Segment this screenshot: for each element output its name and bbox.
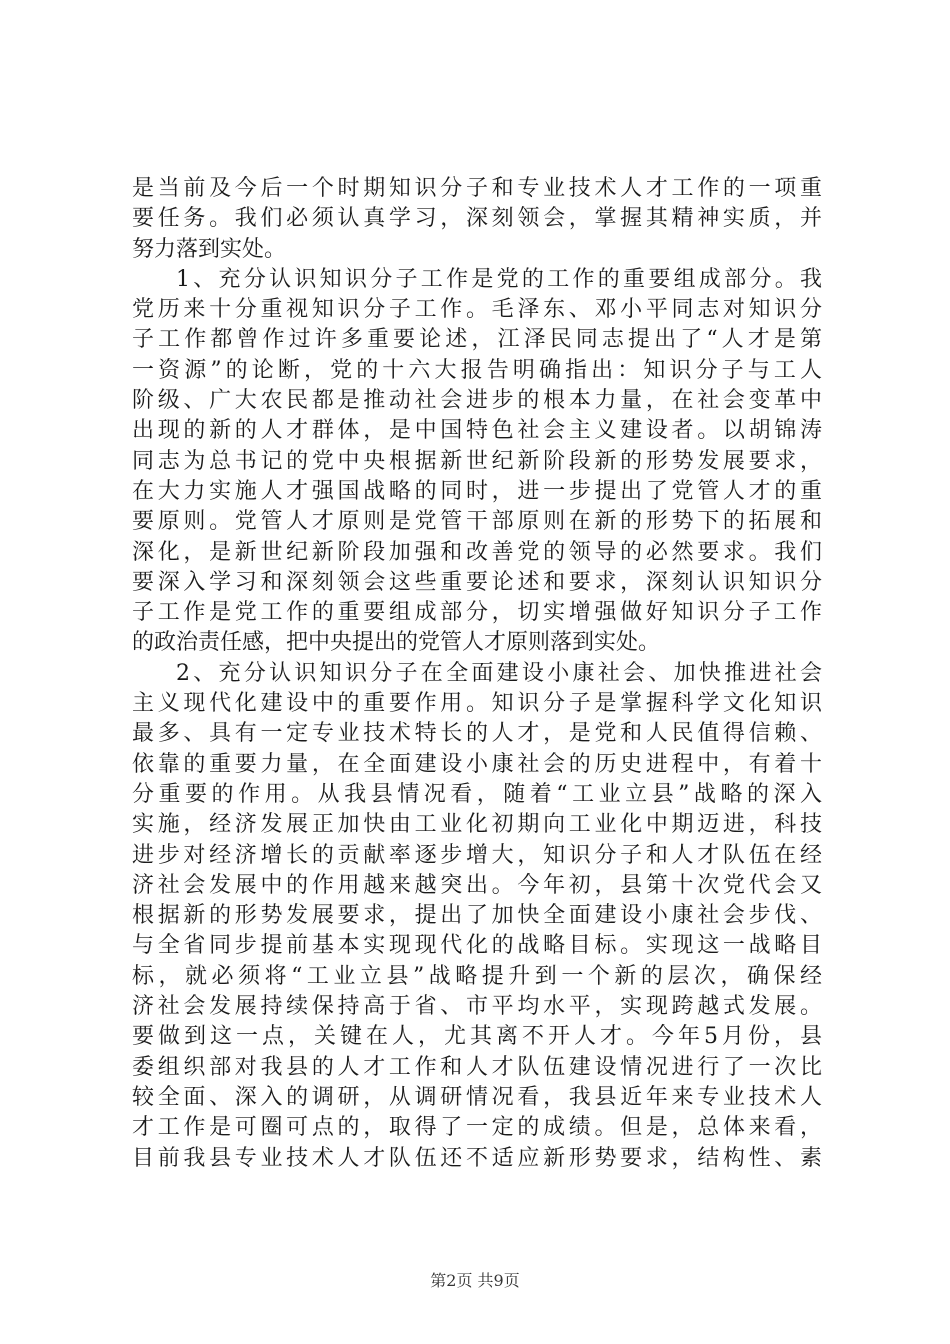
paragraph-start-line: 2、充分认识知识分子在全面建设小康社会、加快推进社会 (176, 660, 822, 686)
text-line: 阶级、广大农民都是推动社会进步的根本力量，在社会变革中 (132, 388, 822, 414)
text-line: 分重要的作用。从我县情况看，随着“工业立县”战略的深入 (132, 781, 822, 807)
text-line: 济社会发展持续保持高于省、市平均水平，实现跨越式发展。 (132, 994, 822, 1020)
text-line: 一资源”的论断，党的十六大报告明确指出：知识分子与工人 (132, 357, 822, 383)
text-line: 实施，经济发展正加快由工业化初期向工业化中期迈进，科技 (132, 812, 822, 838)
page-number-footer: 第2页 共9页 (430, 1271, 520, 1290)
text-line: 要任务。我们必须认真学习，深刻领会，掌握其精神实质，并 (132, 206, 822, 232)
text-line: 较全面、深入的调研，从调研情况看，我县近年来专业技术人 (132, 1084, 822, 1110)
text-line: 要原则。党管人才原则是党管干部原则在新的形势下的拓展和 (132, 509, 822, 535)
text-line: 才工作是可圈可点的，取得了一定的成绩。但是，总体来看， (132, 1115, 822, 1141)
text-line: 与全省同步提前基本实现现代化的战略目标。实现这一战略目 (132, 933, 822, 959)
text-line: 主义现代化建设中的重要作用。知识分子是掌握科学文化知识 (132, 691, 822, 717)
text-line: 出现的新的人才群体，是中国特色社会主义建设者。以胡锦涛 (132, 418, 822, 444)
text-line: 标，就必须将“工业立县”战略提升到一个新的层次，确保经 (132, 963, 822, 989)
text-line: 进步对经济增长的贡献率逐步增大，知识分子和人才队伍在经 (132, 842, 822, 868)
text-line: 党历来十分重视知识分子工作。毛泽东、邓小平同志对知识分 (132, 297, 822, 323)
text-line: 在大力实施人才强国战略的同时，进一步提出了党管人才的重 (132, 478, 822, 504)
text-line: 济社会发展中的作用越来越突出。今年初，县第十次党代会又 (132, 872, 822, 898)
text-line: 最多、具有一定专业技术特长的人才，是党和人民值得信赖、 (132, 721, 822, 747)
text-line: 深化，是新世纪新阶段加强和改善党的领导的必然要求。我们 (132, 539, 822, 565)
text-line: 努力落到实处。 (132, 236, 287, 262)
text-line: 委组织部对我县的人才工作和人才队伍建设情况进行了一次比 (132, 1054, 822, 1080)
text-line: 子工作都曾作过许多重要论述，江泽民同志提出了“人才是第 (132, 327, 822, 353)
document-body (132, 174, 822, 1174)
paragraph-start-line: 1、充分认识知识分子工作是党的工作的重要组成部分。我 (176, 266, 822, 292)
text-line: 同志为总书记的党中央根据新世纪新阶段新的形势发展要求， (132, 448, 822, 474)
text-line: 依靠的重要力量，在全面建设小康社会的历史进程中，有着十 (132, 751, 822, 777)
text-line: 要做到这一点，关键在人，尤其离不开人才。今年5月份，县 (132, 1024, 822, 1050)
text-line: 要深入学习和深刻领会这些重要论述和要求，深刻认识知识分 (132, 569, 822, 595)
text-line: 目前我县专业技术人才队伍还不适应新形势要求，结构性、素 (132, 1145, 822, 1171)
text-line: 根据新的形势发展要求，提出了加快全面建设小康社会步伐、 (132, 903, 822, 929)
text-line: 的政治责任感，把中央提出的党管人才原则落到实处。 (132, 630, 661, 656)
text-line: 子工作是党工作的重要组成部分，切实增强做好知识分子工作 (132, 600, 822, 626)
text-line: 是当前及今后一个时期知识分子和专业技术人才工作的一项重 (132, 176, 822, 201)
